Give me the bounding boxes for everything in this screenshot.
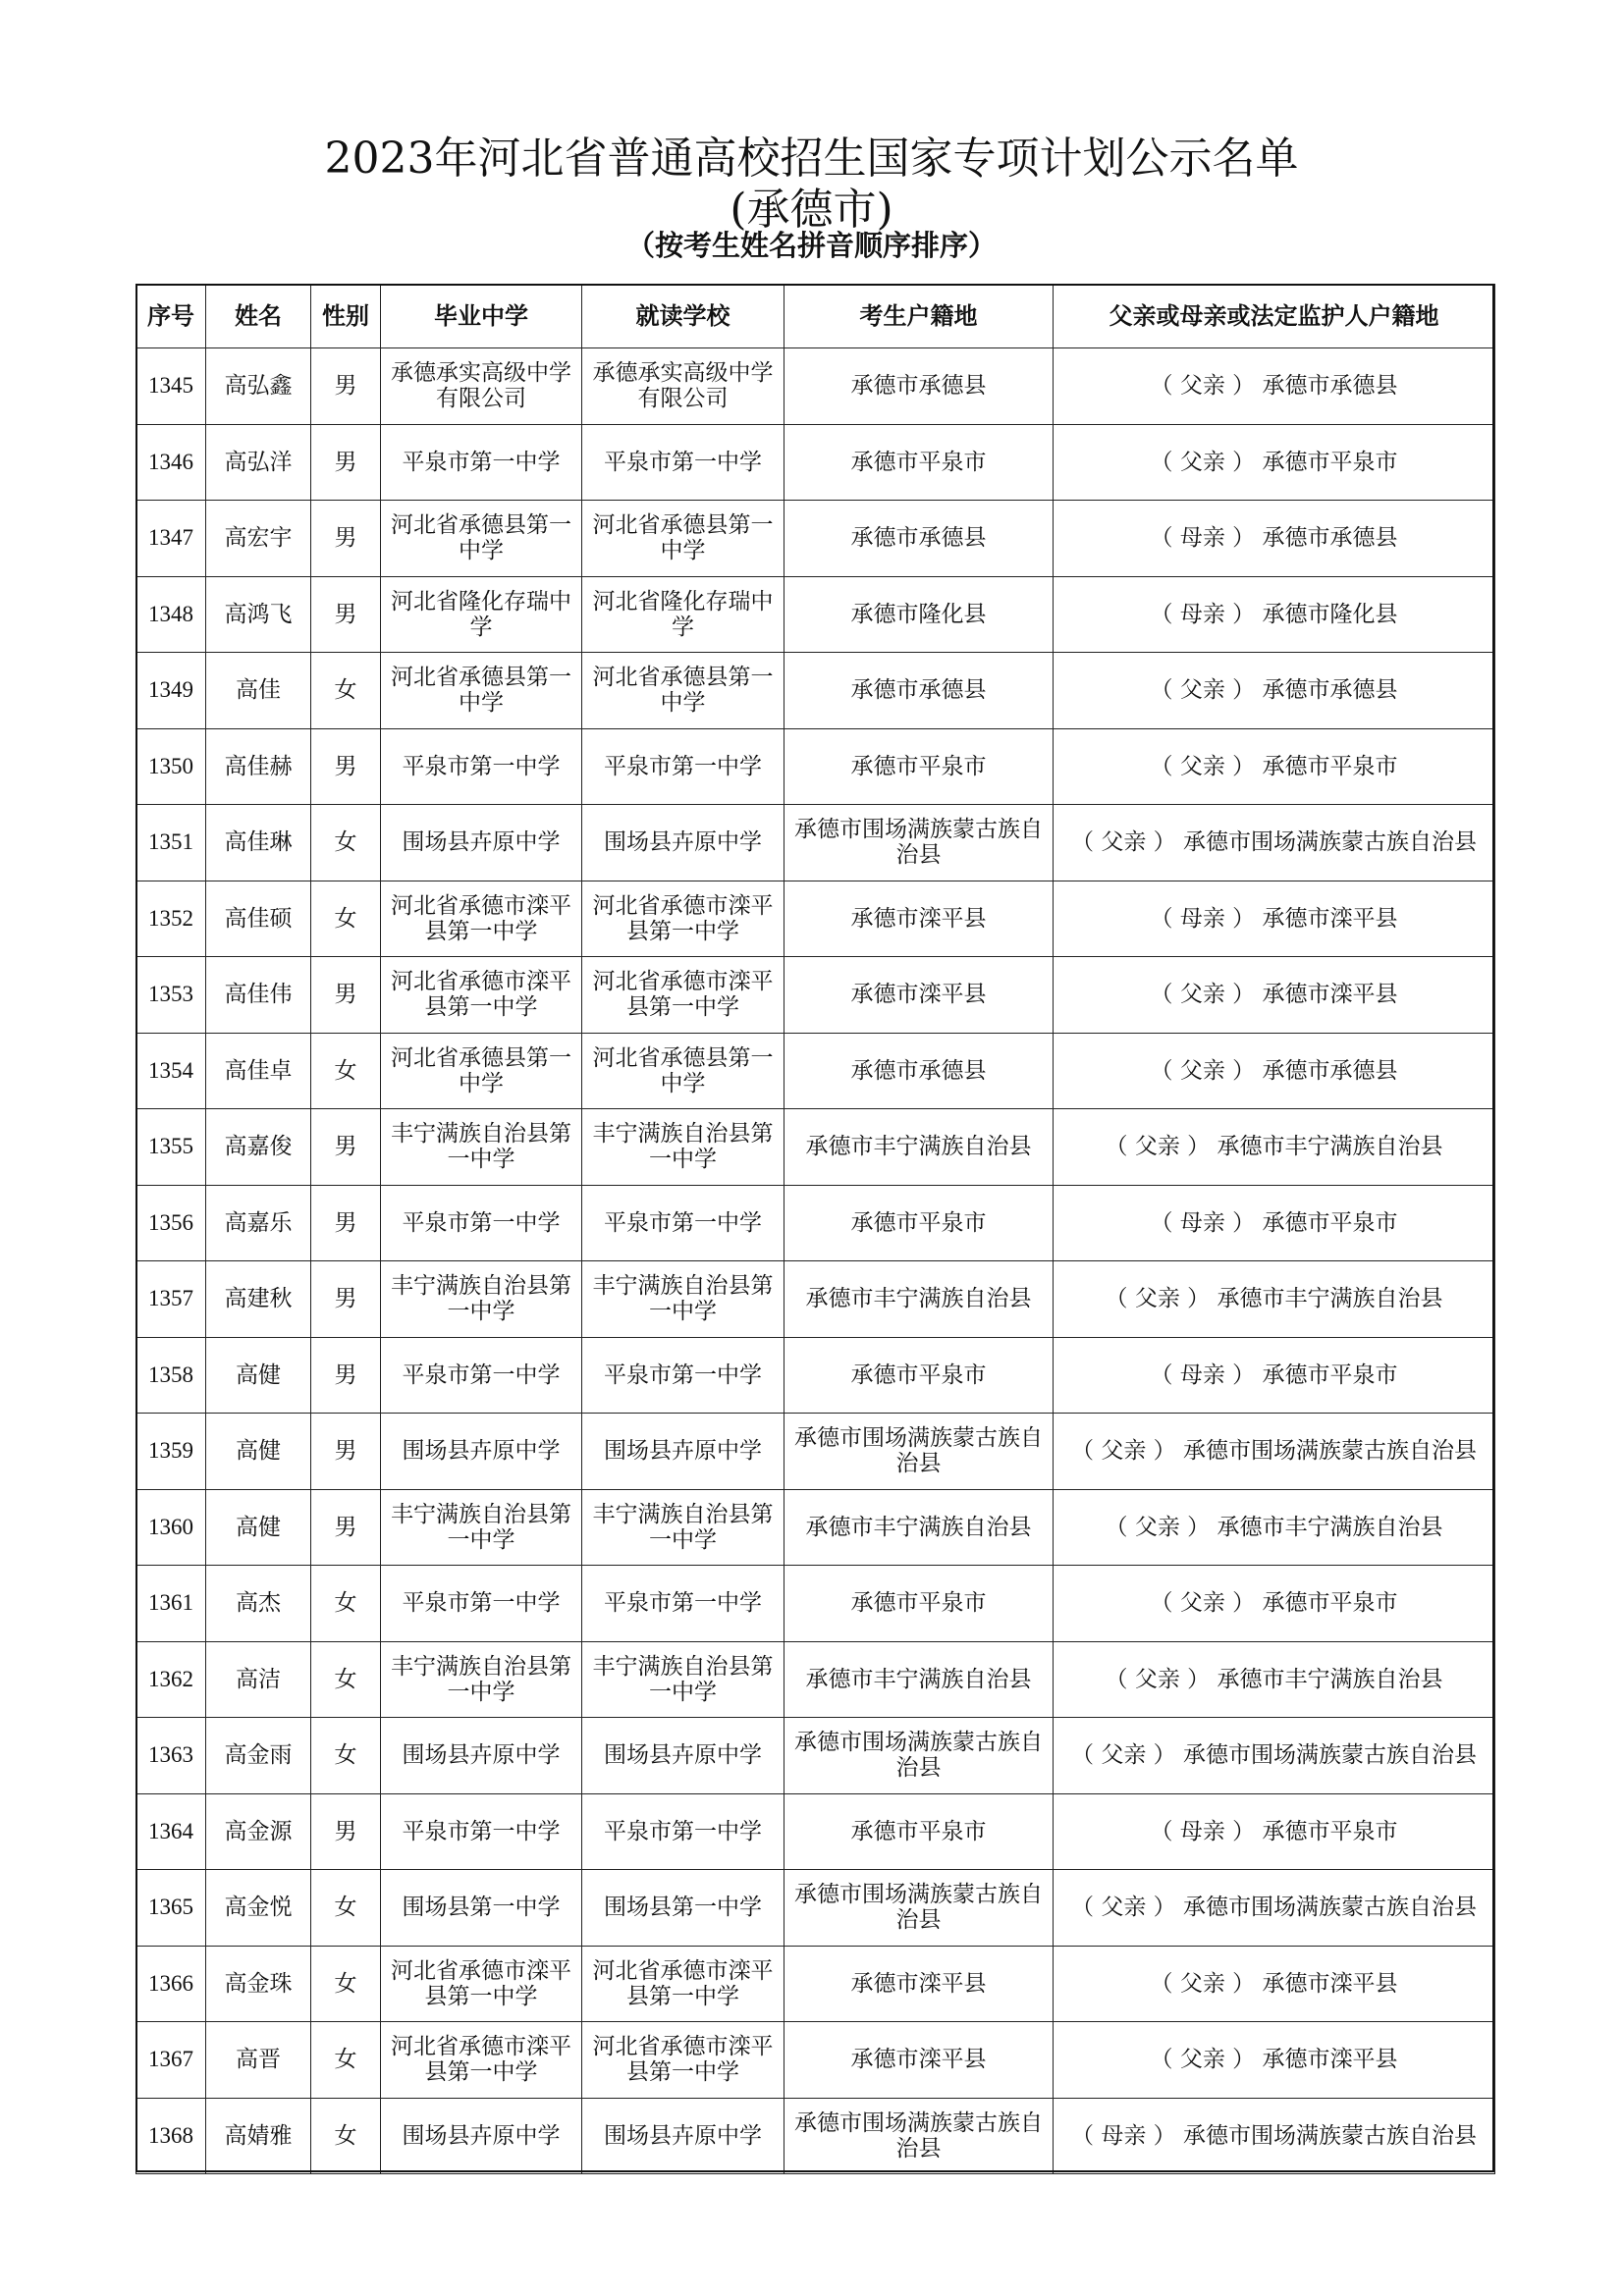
guardian-hukou-cell: （ 父亲 ） 承德市平泉市 <box>1054 728 1495 805</box>
current-school-cell: 河北省承德县第一中学 <box>582 501 784 577</box>
name-cell: 高洁 <box>206 1641 311 1718</box>
col-header-seq: 序号 <box>136 285 206 348</box>
graduate-school-cell: 丰宁满族自治县第一中学 <box>381 1489 582 1566</box>
gender-cell: 男 <box>311 1261 381 1338</box>
current-school-cell: 平泉市第一中学 <box>582 1793 784 1870</box>
guardian-hukou-cell: （ 父亲 ） 承德市围场满族蒙古族自治县 <box>1054 1870 1495 1947</box>
seq-cell: 1359 <box>136 1414 206 1490</box>
current-school-cell: 承德承实高级中学有限公司 <box>582 348 784 425</box>
current-school-cell: 河北省承德县第一中学 <box>582 1033 784 1109</box>
seq-cell: 1349 <box>136 653 206 729</box>
name-cell: 高鸿飞 <box>206 576 311 653</box>
guardian-hukou-cell: （ 母亲 ） 承德市隆化县 <box>1054 576 1495 653</box>
guardian-hukou-cell: （ 母亲 ） 承德市围场满族蒙古族自治县 <box>1054 2098 1495 2174</box>
guardian-hukou-cell: （ 母亲 ） 承德市平泉市 <box>1054 1337 1495 1414</box>
name-cell: 高佳 <box>206 653 311 729</box>
current-school-cell: 丰宁满族自治县第一中学 <box>582 1109 784 1186</box>
col-header-current-school: 就读学校 <box>582 285 784 348</box>
seq-cell: 1361 <box>136 1566 206 1642</box>
name-cell: 高金悦 <box>206 1870 311 1947</box>
student-hukou-cell: 承德市平泉市 <box>784 728 1054 805</box>
gender-cell: 男 <box>311 576 381 653</box>
current-school-cell: 平泉市第一中学 <box>582 424 784 501</box>
graduate-school-cell: 围场县卉原中学 <box>381 1718 582 1794</box>
table-row <box>136 348 1495 425</box>
gender-cell: 男 <box>311 728 381 805</box>
table-row <box>136 1566 1495 1642</box>
gender-cell: 女 <box>311 1718 381 1794</box>
graduate-school-cell: 河北省承德市滦平县第一中学 <box>381 2022 582 2099</box>
gender-cell: 女 <box>311 2022 381 2099</box>
guardian-hukou-cell: （ 父亲 ） 承德市承德县 <box>1054 348 1495 425</box>
name-cell: 高弘鑫 <box>206 348 311 425</box>
table-row <box>136 1793 1495 1870</box>
table-row <box>136 1185 1495 1261</box>
gender-cell: 女 <box>311 881 381 957</box>
guardian-hukou-cell: （ 父亲 ） 承德市丰宁满族自治县 <box>1054 1109 1495 1186</box>
graduate-school-cell: 河北省承德市滦平县第一中学 <box>381 957 582 1034</box>
table-row <box>136 424 1495 501</box>
student-hukou-cell: 承德市平泉市 <box>784 424 1054 501</box>
student-hukou-cell: 承德市平泉市 <box>784 1185 1054 1261</box>
name-cell: 高佳卓 <box>206 1033 311 1109</box>
seq-cell: 1366 <box>136 1946 206 2022</box>
seq-cell: 1350 <box>136 728 206 805</box>
student-hukou-cell: 承德市滦平县 <box>784 881 1054 957</box>
seq-cell: 1367 <box>136 2022 206 2099</box>
current-school-cell: 河北省承德市滦平县第一中学 <box>582 957 784 1034</box>
table-row <box>136 1641 1495 1718</box>
graduate-school-cell: 平泉市第一中学 <box>381 1337 582 1414</box>
current-school-cell: 围场县第一中学 <box>582 1870 784 1947</box>
name-cell: 高金源 <box>206 1793 311 1870</box>
guardian-hukou-cell: （ 父亲 ） 承德市围场满族蒙古族自治县 <box>1054 1414 1495 1490</box>
col-header-student-hukou: 考生户籍地 <box>784 285 1054 348</box>
current-school-cell: 围场县卉原中学 <box>582 2098 784 2174</box>
graduate-school-cell: 平泉市第一中学 <box>381 1566 582 1642</box>
name-cell: 高弘洋 <box>206 424 311 501</box>
seq-cell: 1360 <box>136 1489 206 1566</box>
document-title: 2023年河北省普通高校招生国家专项计划公示名单 <box>324 133 1299 184</box>
name-cell: 高佳伟 <box>206 957 311 1034</box>
guardian-hukou-cell: （ 父亲 ） 承德市丰宁满族自治县 <box>1054 1489 1495 1566</box>
current-school-cell: 丰宁满族自治县第一中学 <box>582 1489 784 1566</box>
graduate-school-cell: 河北省承德县第一中学 <box>381 653 582 729</box>
current-school-cell: 平泉市第一中学 <box>582 1337 784 1414</box>
name-cell: 高金珠 <box>206 1946 311 2022</box>
name-cell: 高宏宇 <box>206 501 311 577</box>
seq-cell: 1355 <box>136 1109 206 1186</box>
name-cell: 高嘉俊 <box>206 1109 311 1186</box>
table-row <box>136 805 1495 881</box>
seq-cell: 1352 <box>136 881 206 957</box>
graduate-school-cell: 围场县卉原中学 <box>381 1414 582 1490</box>
student-hukou-cell: 承德市丰宁满族自治县 <box>784 1489 1054 1566</box>
graduate-school-cell: 围场县卉原中学 <box>381 2098 582 2174</box>
gender-cell: 女 <box>311 1033 381 1109</box>
graduate-school-cell: 承德承实高级中学有限公司 <box>381 348 582 425</box>
graduate-school-cell: 河北省承德县第一中学 <box>381 1033 582 1109</box>
guardian-hukou-cell: （ 母亲 ） 承德市承德县 <box>1054 501 1495 577</box>
seq-cell: 1362 <box>136 1641 206 1718</box>
seq-cell: 1368 <box>136 2098 206 2174</box>
student-hukou-cell: 承德市围场满族蒙古族自治县 <box>784 1718 1054 1794</box>
graduate-school-cell: 平泉市第一中学 <box>381 728 582 805</box>
current-school-cell: 围场县卉原中学 <box>582 1414 784 1490</box>
gender-cell: 男 <box>311 348 381 425</box>
student-hukou-cell: 承德市丰宁满族自治县 <box>784 1641 1054 1718</box>
table-row <box>136 1261 1495 1338</box>
student-hukou-cell: 承德市平泉市 <box>784 1793 1054 1870</box>
seq-cell: 1357 <box>136 1261 206 1338</box>
guardian-hukou-cell: （ 父亲 ） 承德市丰宁满族自治县 <box>1054 1641 1495 1718</box>
guardian-hukou-cell: （ 父亲 ） 承德市滦平县 <box>1054 2022 1495 2099</box>
graduate-school-cell: 丰宁满族自治县第一中学 <box>381 1641 582 1718</box>
student-hukou-cell: 承德市承德县 <box>784 1033 1054 1109</box>
guardian-hukou-cell: （ 父亲 ） 承德市丰宁满族自治县 <box>1054 1261 1495 1338</box>
gender-cell: 女 <box>311 805 381 881</box>
current-school-cell: 河北省承德市滦平县第一中学 <box>582 2022 784 2099</box>
gender-cell: 男 <box>311 1414 381 1490</box>
student-hukou-cell: 承德市滦平县 <box>784 2022 1054 2099</box>
graduate-school-cell: 丰宁满族自治县第一中学 <box>381 1261 582 1338</box>
seq-cell: 1365 <box>136 1870 206 1947</box>
document-subtitle: (承德市) <box>730 185 893 235</box>
student-hukou-cell: 承德市围场满族蒙古族自治县 <box>784 1414 1054 1490</box>
guardian-hukou-cell: （ 父亲 ） 承德市承德县 <box>1054 1033 1495 1109</box>
gender-cell: 男 <box>311 1185 381 1261</box>
table-row <box>136 1718 1495 1794</box>
graduate-school-cell: 平泉市第一中学 <box>381 1185 582 1261</box>
current-school-cell: 河北省承德县第一中学 <box>582 653 784 729</box>
guardian-hukou-cell: （ 父亲 ） 承德市平泉市 <box>1054 1566 1495 1642</box>
guardian-hukou-cell: （ 母亲 ） 承德市滦平县 <box>1054 881 1495 957</box>
col-header-gender: 性别 <box>311 285 381 348</box>
current-school-cell: 河北省隆化存瑞中学 <box>582 576 784 653</box>
table-row <box>136 957 1495 1034</box>
guardian-hukou-cell: （ 母亲 ） 承德市平泉市 <box>1054 1185 1495 1261</box>
current-school-cell: 丰宁满族自治县第一中学 <box>582 1641 784 1718</box>
col-header-name: 姓名 <box>206 285 311 348</box>
student-hukou-cell: 承德市承德县 <box>784 348 1054 425</box>
table-row <box>136 2098 1495 2174</box>
name-cell: 高佳赫 <box>206 728 311 805</box>
student-hukou-cell: 承德市承德县 <box>784 501 1054 577</box>
table-row <box>136 576 1495 653</box>
seq-cell: 1354 <box>136 1033 206 1109</box>
seq-cell: 1363 <box>136 1718 206 1794</box>
current-school-cell: 围场县卉原中学 <box>582 1718 784 1794</box>
student-hukou-cell: 承德市围场满族蒙古族自治县 <box>784 2098 1054 2174</box>
student-hukou-cell: 承德市隆化县 <box>784 576 1054 653</box>
gender-cell: 女 <box>311 2098 381 2174</box>
seq-cell: 1347 <box>136 501 206 577</box>
current-school-cell: 平泉市第一中学 <box>582 1566 784 1642</box>
guardian-hukou-cell: （ 父亲 ） 承德市围场满族蒙古族自治县 <box>1054 1718 1495 1794</box>
gender-cell: 女 <box>311 1641 381 1718</box>
header-row <box>136 285 1495 348</box>
student-hukou-cell: 承德市滦平县 <box>784 1946 1054 2022</box>
roster-table <box>135 284 1495 2174</box>
seq-cell: 1351 <box>136 805 206 881</box>
table-row <box>136 1414 1495 1490</box>
student-hukou-cell: 承德市围场满族蒙古族自治县 <box>784 1870 1054 1947</box>
table-row <box>136 881 1495 957</box>
guardian-hukou-cell: （ 父亲 ） 承德市平泉市 <box>1054 424 1495 501</box>
gender-cell: 男 <box>311 1337 381 1414</box>
guardian-hukou-cell: （ 父亲 ） 承德市承德县 <box>1054 653 1495 729</box>
gender-cell: 男 <box>311 424 381 501</box>
gender-cell: 女 <box>311 1946 381 2022</box>
name-cell: 高金雨 <box>206 1718 311 1794</box>
current-school-cell: 平泉市第一中学 <box>582 728 784 805</box>
table-row <box>136 653 1495 729</box>
table-row <box>136 1946 1495 2022</box>
name-cell: 高健 <box>206 1337 311 1414</box>
col-header-graduate-school: 毕业中学 <box>381 285 582 348</box>
gender-cell: 男 <box>311 1489 381 1566</box>
guardian-hukou-cell: （ 母亲 ） 承德市平泉市 <box>1054 1793 1495 1870</box>
gender-cell: 男 <box>311 1109 381 1186</box>
student-hukou-cell: 承德市平泉市 <box>784 1566 1054 1642</box>
graduate-school-cell: 河北省隆化存瑞中学 <box>381 576 582 653</box>
name-cell: 高健 <box>206 1414 311 1490</box>
gender-cell: 女 <box>311 1566 381 1642</box>
gender-cell: 男 <box>311 501 381 577</box>
student-hukou-cell: 承德市滦平县 <box>784 957 1054 1034</box>
student-hukou-cell: 承德市丰宁满族自治县 <box>784 1261 1054 1338</box>
name-cell: 高健 <box>206 1489 311 1566</box>
table-row <box>136 1033 1495 1109</box>
table-row <box>136 1109 1495 1186</box>
table-row <box>136 501 1495 577</box>
name-cell: 高嘉乐 <box>206 1185 311 1261</box>
graduate-school-cell: 平泉市第一中学 <box>381 424 582 501</box>
graduate-school-cell: 河北省承德市滦平县第一中学 <box>381 881 582 957</box>
name-cell: 高佳琳 <box>206 805 311 881</box>
sort-note: （按考生姓名拼音顺序排序） <box>625 229 997 262</box>
graduate-school-cell: 围场县第一中学 <box>381 1870 582 1947</box>
gender-cell: 男 <box>311 957 381 1034</box>
seq-cell: 1348 <box>136 576 206 653</box>
graduate-school-cell: 河北省承德县第一中学 <box>381 501 582 577</box>
col-header-guardian-hukou: 父亲或母亲或法定监护人户籍地 <box>1054 285 1495 348</box>
current-school-cell: 河北省承德市滦平县第一中学 <box>582 881 784 957</box>
seq-cell: 1346 <box>136 424 206 501</box>
current-school-cell: 围场县卉原中学 <box>582 805 784 881</box>
guardian-hukou-cell: （ 父亲 ） 承德市滦平县 <box>1054 1946 1495 2022</box>
current-school-cell: 丰宁满族自治县第一中学 <box>582 1261 784 1338</box>
table-row <box>136 1489 1495 1566</box>
guardian-hukou-cell: （ 父亲 ） 承德市围场满族蒙古族自治县 <box>1054 805 1495 881</box>
seq-cell: 1353 <box>136 957 206 1034</box>
name-cell: 高晋 <box>206 2022 311 2099</box>
seq-cell: 1345 <box>136 348 206 425</box>
graduate-school-cell: 丰宁满族自治县第一中学 <box>381 1109 582 1186</box>
name-cell: 高杰 <box>206 1566 311 1642</box>
seq-cell: 1364 <box>136 1793 206 1870</box>
graduate-school-cell: 河北省承德市滦平县第一中学 <box>381 1946 582 2022</box>
graduate-school-cell: 围场县卉原中学 <box>381 805 582 881</box>
table-row <box>136 1870 1495 1947</box>
gender-cell: 女 <box>311 1870 381 1947</box>
name-cell: 高佳硕 <box>206 881 311 957</box>
guardian-hukou-cell: （ 父亲 ） 承德市滦平县 <box>1054 957 1495 1034</box>
student-hukou-cell: 承德市围场满族蒙古族自治县 <box>784 805 1054 881</box>
student-hukou-cell: 承德市承德县 <box>784 653 1054 729</box>
table-row <box>136 728 1495 805</box>
student-hukou-cell: 承德市平泉市 <box>784 1337 1054 1414</box>
graduate-school-cell: 平泉市第一中学 <box>381 1793 582 1870</box>
seq-cell: 1356 <box>136 1185 206 1261</box>
seq-cell: 1358 <box>136 1337 206 1414</box>
table-row <box>136 2022 1495 2099</box>
gender-cell: 女 <box>311 653 381 729</box>
student-hukou-cell: 承德市丰宁满族自治县 <box>784 1109 1054 1186</box>
name-cell: 高建秋 <box>206 1261 311 1338</box>
gender-cell: 男 <box>311 1793 381 1870</box>
table-row <box>136 1337 1495 1414</box>
current-school-cell: 平泉市第一中学 <box>582 1185 784 1261</box>
name-cell: 高婧雅 <box>206 2098 311 2174</box>
current-school-cell: 河北省承德市滦平县第一中学 <box>582 1946 784 2022</box>
